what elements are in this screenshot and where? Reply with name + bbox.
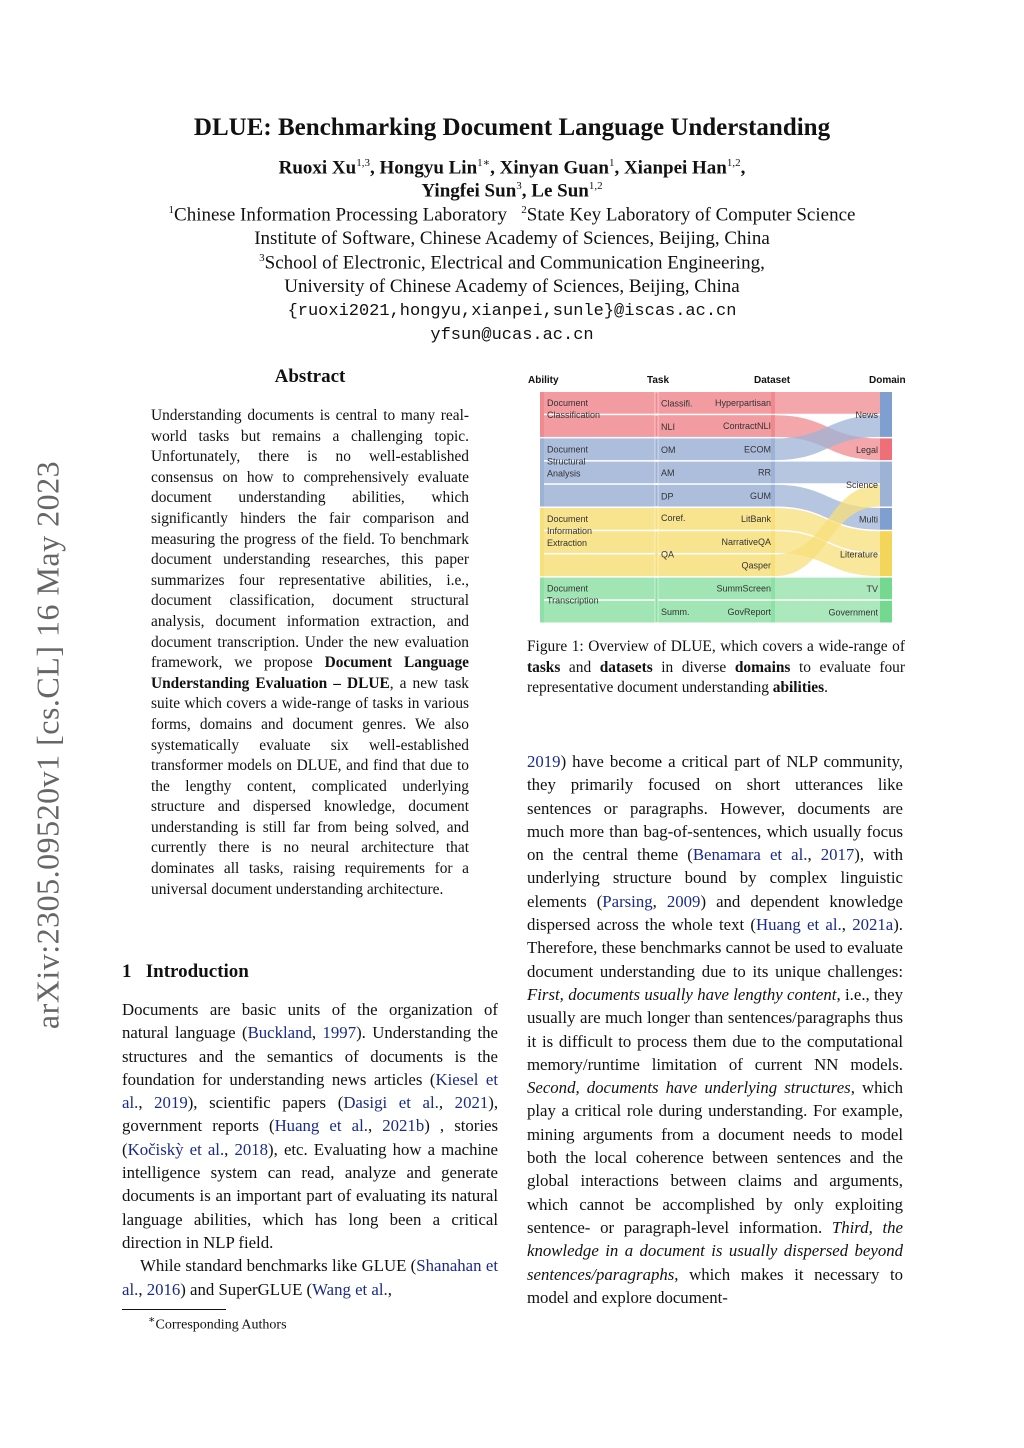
citation-year-link[interactable]: 1997 xyxy=(322,1023,357,1043)
sankey-domain-label: Legal xyxy=(855,445,878,455)
paper-title: DLUE: Benchmarking Document Language Understanding xyxy=(193,114,831,141)
citation-link[interactable]: Kiesel et al. xyxy=(122,1069,498,1113)
sankey-task-label: Summ. xyxy=(661,607,690,617)
section-number: 1 xyxy=(122,961,132,982)
sankey-domain-label: Science xyxy=(845,479,878,490)
italic-text: First, documents usually have lengthy content xyxy=(527,984,837,1004)
sankey-node-task-dp xyxy=(655,485,658,507)
footnote-text: Corresponding Authors xyxy=(155,1317,287,1333)
caption-text: . xyxy=(824,679,828,697)
intro-right-column xyxy=(527,750,903,1309)
author-name: , Xinyan Guan xyxy=(490,157,609,179)
author-sup: 1 xyxy=(608,157,615,169)
citation-link[interactable]: Parsing xyxy=(602,891,653,911)
sankey-node-dataset-litbank xyxy=(771,508,775,530)
footnote-mark: ∗ xyxy=(148,1314,156,1326)
citation-year-link[interactable]: 2021b xyxy=(382,1116,425,1136)
affiliation-line-1 xyxy=(0,204,1024,226)
sankey-node-document-transcription xyxy=(540,578,544,623)
citation-year-link[interactable]: 2019 xyxy=(154,1093,188,1113)
sankey-node-dataset-gum xyxy=(771,485,775,507)
sankey-node-task-classifi xyxy=(655,392,658,414)
author-sup: 1,3 xyxy=(356,157,370,169)
author-name: , Hongyu Lin xyxy=(369,157,478,179)
sankey-task-label: DP xyxy=(661,491,674,502)
text: , i.e., they usually are much longer than sentences/paragraphs thus it is difficult to process them due to the computational memory/runtime limitation of current NN models. xyxy=(527,984,903,1074)
footnote xyxy=(148,1313,287,1334)
text: ), etc. Evaluating how a machine intelligence system can read, analyze and generate documents is an important part of evaluating its natural language abilities, which has long been a critical direction in NLP field. xyxy=(122,1139,499,1252)
sankey-node-task-om xyxy=(655,438,658,460)
text: ) have become a critical part of NLP community, they primarily focused on short utterances like sentences or paragraphs. However, documents are much more than bag-of-sentences, which usually focus on the central theme ( xyxy=(527,752,903,865)
footnote-rule xyxy=(122,1309,226,1310)
email-line-1: {ruoxi2021,hongyu,xianpei,sunle}@iscas.ac.cn xyxy=(287,302,737,321)
sankey-task-label: OM xyxy=(661,445,676,455)
sankey-node-task-am xyxy=(655,462,658,484)
sankey-ability-label: Information xyxy=(547,526,593,536)
author-line-1 xyxy=(0,156,1024,179)
caption-text: to evaluate four representative document understanding xyxy=(527,658,905,697)
sankey-dataset-label: Qasper xyxy=(741,560,771,571)
sankey-ability-label: Transcription xyxy=(547,595,599,606)
affiliation-line-3 xyxy=(0,252,1024,274)
arxiv-identifier-text: arXiv:2305.09520v1 [cs.CL] 16 May 2023 xyxy=(29,460,66,1030)
citation-year-link[interactable]: 2017 xyxy=(820,845,855,865)
text: Documents are basic units of the organization of natural language ( xyxy=(122,1000,498,1043)
sankey-node-task-qa xyxy=(655,531,658,576)
sankey-node-dataset-contractnli xyxy=(771,415,775,437)
sankey-flow-summscreen-to-tv xyxy=(775,578,880,600)
abstract-bold: Document Language Understanding Evaluation – DLUE xyxy=(151,654,469,692)
sankey-node-domain-government xyxy=(880,601,892,623)
sankey-column-header-task: Task xyxy=(647,375,670,386)
sankey-column-header-dataset: Dataset xyxy=(754,375,791,386)
citation-link[interactable]: Dasigi et al. xyxy=(343,1093,439,1113)
sankey-node-domain-tv xyxy=(880,578,892,600)
sankey-domain-label: TV xyxy=(866,584,878,595)
sankey-column-header-ability: Ability xyxy=(528,375,559,386)
affiliation-line-2: Institute of Software, Chinese Academy of Sciences, Beijing, China xyxy=(254,228,770,249)
sankey-column-header-domain: Domain xyxy=(869,375,906,386)
caption-text: in diverse xyxy=(652,658,735,676)
author-line-2 xyxy=(0,180,1024,202)
sankey-node-task-summ xyxy=(655,578,658,623)
author-sup: 1,2 xyxy=(588,180,603,192)
sankey-flows xyxy=(540,392,880,623)
sankey-node-domain-news xyxy=(880,392,892,437)
citation-link[interactable]: Shanahan et al. xyxy=(122,1256,499,1299)
figure-sankey-chart xyxy=(525,370,910,625)
affiliation-text: State Key Laboratory of Computer Science xyxy=(526,204,856,226)
caption-text: Figure 1: Overview of DLUE, which covers a wide-range of xyxy=(527,638,905,655)
sankey-dataset-label: RR xyxy=(758,467,771,478)
caption-text: and xyxy=(560,658,600,676)
citation-link[interactable]: Huang et al. xyxy=(756,915,842,935)
sankey-ability-label: Document xyxy=(547,583,589,594)
sankey-ability-label: Structural xyxy=(547,456,586,467)
author-name: Ruoxi Xu xyxy=(278,157,357,179)
paragraph: While standard benchmarks like GLUE (Shanahan et al., 2016) and SuperGLUE (Wang et al., xyxy=(122,1256,499,1299)
citation-year-link[interactable]: 2019 xyxy=(527,752,561,771)
sankey-ability-label: Extraction xyxy=(547,538,588,548)
paragraph: 2019) have become a critical part of NLP community, they primarily focused on short utterances like sentences or paragraphs. However, documents are much more than bag-of-sentences, which usually focus on the central theme (Benamara et al., 2017), with underlying structure bound by complex linguistic elements (Parsing, 2009) and dependent knowledge dispersed across the whole text (Huang et al., 2021a). Therefore, these benchmarks cannot be used to evaluate document understanding due to its unique challenges: First, documents usually have lengthy content, i.e., they usually are much longer than sentences/paragraphs thus it is difficult to process them due to the computational memory/runtime limitation of current NN models. Second, documents have underlying structures, which play a critical role during understanding. For example, mining arguments from a document needs to model both the local coherence between sentences and the global interactions between claims and arguments, which cannot be accomplished by only exploiting sentence- or paragraph-level information. Third, the knowledge in a document is usually dispersed beyond sentences/paragraphs, which makes it necessary to model and explore document- xyxy=(527,752,904,1307)
sankey-node-document-information-extraction xyxy=(540,508,544,576)
citation-link[interactable]: Benamara et al. xyxy=(692,845,808,865)
text: ), government reports ( xyxy=(122,1093,499,1136)
sankey-ability-label: Analysis xyxy=(547,468,581,479)
citation-link[interactable]: Kočiskỳ et al. xyxy=(127,1139,225,1159)
text: ), scientific papers ( xyxy=(187,1093,344,1113)
sankey-task-label: Classifi. xyxy=(661,398,693,409)
text: , which makes it necessary to model and explore document- xyxy=(527,1264,903,1307)
sankey-dataset-label: NarrativeQA xyxy=(721,537,771,548)
citation-link[interactable]: Huang et al. xyxy=(274,1116,368,1136)
sankey-dataset-label: ContractNLI xyxy=(722,421,771,432)
author-sup: 3 xyxy=(516,180,522,192)
abstract-heading: Abstract xyxy=(274,366,346,387)
sankey-dataset-label: GovReport xyxy=(727,606,771,617)
citation-year-link[interactable]: 2016 xyxy=(146,1279,181,1299)
email-line-2: yfsun@ucas.ac.cn xyxy=(430,326,594,345)
text: ) and dependent knowledge dispersed across the whole text ( xyxy=(527,891,903,935)
sankey-node-dataset-hyperpartisan xyxy=(771,392,775,414)
intro-left-column xyxy=(122,998,498,1301)
sankey-domain-label: Multi xyxy=(858,514,878,525)
abstract-text: , a new task suite which covers a wide-range of tasks in various forms, domains and document genres. We also systematically evaluate six well-established transformer models on DLUE, and find that due to the lengthy content, complicated underlying structure and dispersed knowledge, document understanding is still far from being solved, and currently there is no neural architecture that dominates all tasks, raising requirements for a universal document understanding architecture. xyxy=(151,674,470,898)
text: ) and SuperGLUE ( xyxy=(180,1279,313,1299)
sankey-ability-label: Classification xyxy=(547,410,601,420)
caption-bold: datasets xyxy=(599,658,653,676)
author-name: , Le Sun xyxy=(521,180,589,202)
affiliation-line-4: University of Chinese Academy of Sciences, Beijing, China xyxy=(284,276,740,297)
sankey-task-label: QA xyxy=(661,549,675,560)
affiliation-sup: 2 xyxy=(521,204,527,216)
text: ). Therefore, these benchmarks cannot be used to evaluate document understanding due to its unique challenges: xyxy=(527,915,904,981)
sankey-node-domain-legal xyxy=(880,438,892,460)
italic-text: Second, documents have underlying structures xyxy=(527,1078,851,1098)
sankey-domain-label: News xyxy=(855,410,878,421)
sankey-task-label: AM xyxy=(661,468,675,479)
sankey-node-dataset-qasper xyxy=(771,554,775,576)
sankey-ability-label: Document xyxy=(547,444,589,455)
citation-year-link[interactable]: 2021a xyxy=(852,915,894,935)
caption-bold: domains xyxy=(734,658,791,676)
sankey-node-dataset-ecom xyxy=(771,438,775,460)
citation-year-link[interactable]: 2018 xyxy=(234,1139,269,1159)
text: ) , stories ( xyxy=(122,1116,499,1159)
sankey-task-label: NLI xyxy=(661,421,676,432)
affiliation-text: School of Electronic, Electrical and Communication Engineering, xyxy=(264,252,765,274)
sankey-domain-label: Literature xyxy=(839,549,878,560)
citation-year-link[interactable]: 2009 xyxy=(666,891,701,911)
sankey-node-task-nli xyxy=(655,415,658,437)
text: ), with underlying structure bound by complex linguistic elements ( xyxy=(527,845,903,911)
italic-text: Third, the knowledge in a document is usually dispersed beyond sentences/paragraphs xyxy=(527,1217,904,1284)
citation-year-link[interactable]: 2021 xyxy=(454,1093,489,1113)
author-separator: , xyxy=(740,157,746,179)
author-name: , Xianpei Han xyxy=(614,157,727,179)
text: ). Understanding the structures and the semantics of documents is the foundation for understanding news articles ( xyxy=(122,1023,498,1089)
paragraph: Documents are basic units of the organization of natural language (Buckland, 1997). Understanding the structures and the semantics of documents is the foundation for understanding news articles (Kiesel et al., 2019), scientific papers (Dasigi et al., 2021), government reports (Huang et al., 2021b) , stories (Kočiskỳ et al., 2018), etc. Evaluating how a machine intelligence system can read, analyze and generate documents is an important part of evaluating its natural language abilities, which has long been a critical direction in NLP field. xyxy=(122,1000,499,1252)
affiliation-text: Chinese Information Processing Laboratory xyxy=(174,204,507,226)
citation-link[interactable]: Wang et al. xyxy=(312,1279,388,1299)
sankey-ability-label: Document xyxy=(547,514,589,524)
sankey-dataset-label: GUM xyxy=(750,490,771,501)
affiliation-sup: 3 xyxy=(259,252,265,264)
section-heading-introduction xyxy=(122,961,249,983)
abstract-text: Understanding documents is central to many real-world tasks but remains a challenging topic. Unfortunately, there is no well-established consensus on how to comprehensively evaluate document understanding abilities, which significantly hinders the fair comparison and measuring the progress of the field. To benchmark document understanding researches, this paper summarizes four representative abilities, i.e., document classification, document structural analysis, document information extraction, and document transcription. Under the new evaluation framework, we propose xyxy=(151,407,469,672)
figure-caption xyxy=(527,637,905,699)
sankey-node-task-coref xyxy=(655,508,658,530)
sankey-node-domain-science xyxy=(880,462,892,507)
citation-link[interactable]: Buckland xyxy=(247,1023,312,1043)
arxiv-identifier xyxy=(18,440,78,1050)
sankey-node-domain-literature xyxy=(880,531,892,576)
text: While standard benchmarks like GLUE ( xyxy=(140,1256,417,1276)
sankey-node-document-structural-analysis xyxy=(540,438,544,506)
sankey-dataset-label: ECOM xyxy=(744,444,771,455)
sankey-dataset-label: LitBank xyxy=(740,514,771,524)
sankey-domain-label: Government xyxy=(828,607,878,618)
sankey-task-label: Coref. xyxy=(661,513,686,523)
sankey-node-domain-multi xyxy=(880,508,892,530)
sankey-node-dataset-rr xyxy=(771,462,775,484)
caption-bold: abilities xyxy=(772,679,825,697)
caption-bold: tasks xyxy=(527,658,561,676)
sankey-node-dataset-summscreen xyxy=(771,578,775,600)
sankey-dataset-label: SummScreen xyxy=(716,583,771,594)
sankey-ability-label: Document xyxy=(547,398,589,408)
author-name: Yingfei Sun xyxy=(421,180,517,202)
affiliation-sup: 1 xyxy=(168,204,175,216)
text: , which play a critical role during understanding. For example, mining arguments from a document needs to model both the local coherence between sentences and the global interactions between claims and arguments, which cannot be accomplished by only exploiting sentence- or paragraph-level information. xyxy=(527,1078,904,1237)
sankey-node-dataset-narrativeqa xyxy=(771,531,775,553)
abstract-body xyxy=(151,406,469,900)
author-sup: 1,2 xyxy=(726,157,741,169)
sankey-dataset-label: Hyperpartisan xyxy=(714,398,771,408)
sankey-node-dataset-govreport xyxy=(771,601,775,623)
sankey-node-document-classification xyxy=(540,392,544,437)
section-title: Introduction xyxy=(145,961,249,982)
author-sup: 1∗ xyxy=(477,157,491,169)
